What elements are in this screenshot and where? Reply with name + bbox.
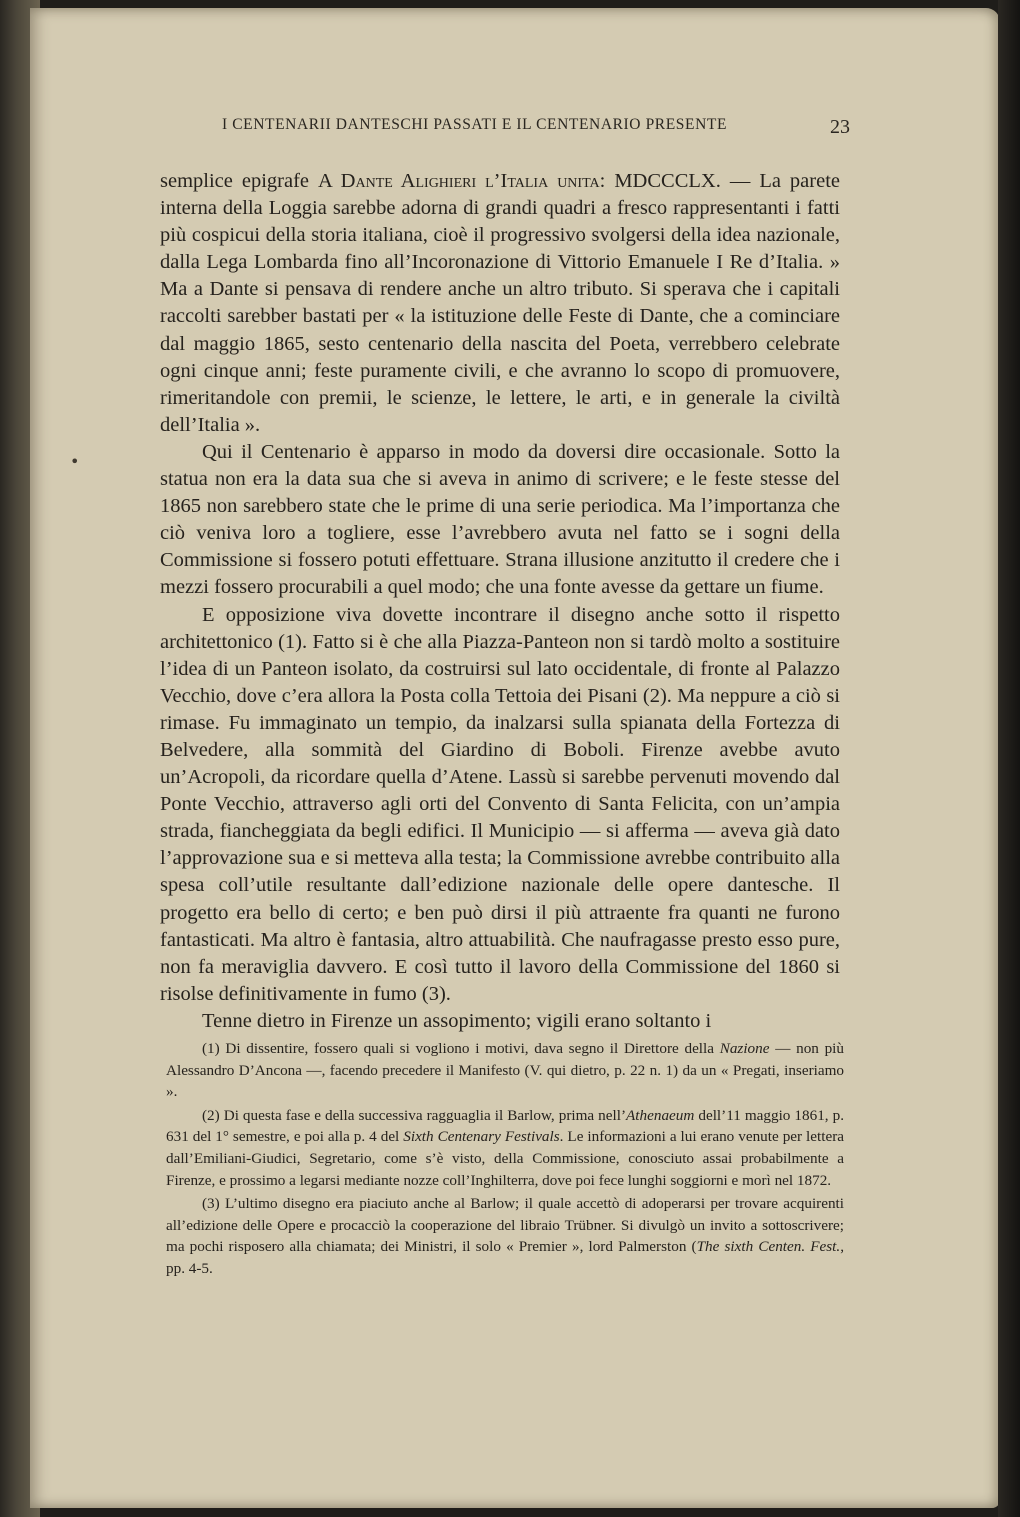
footnote-2-italic: Athenaeum	[626, 1106, 695, 1124]
body-text	[160, 168, 840, 1035]
footnote-3	[166, 1193, 844, 1279]
footnote-2-italic: Sixth Centenary Festivals	[403, 1128, 560, 1146]
footnotes	[166, 1038, 844, 1282]
page-edge-shadow	[998, 0, 1020, 1517]
page-number: 23	[830, 116, 850, 138]
paragraph-1-rest: : MDCCCLX. — La parete interna della Loggia sarebbe adorna di grandi quadri a fresco rappresentanti i fatti più cospicui della storia italiana, cioè il progressivo svolgersi della idea nazionale, dalla Lega Lombarda fino all’Incoronazione di Vittorio Emanuele I Re d’Italia. » Ma a Dante si pensava di rendere anche un altro tributo. Si sperava che i capitali raccolti sarebber bastati per « la istituzione delle Feste di Dante, che a cominciare dal maggio 1865, sesto centenario della nascita del Poeta, verrebbero celebrate ogni cinque anni; feste puramente civili, e che avranno lo scopo di promuovere, rimeritandole con premii, le scienze, le lettere, le arti, e in generale la civiltà dell’Italia ».	[160, 170, 841, 436]
footnote-1-italic: Nazione	[719, 1040, 770, 1057]
paragraph-2: Qui il Centenario è apparso in modo da doversi dire occasionale. Sotto la statua non era la data sua che si aveva in animo di scrivere; e le feste stesse del 1865 non sarebbero state che le prime di una serie periodica. Ma l’importanza che ciò veniva loro a togliere, esse l’avrebbero avuta nel fatto se i sogni della Commissione si fossero potuti effettuare. Strana illusione anzitutto il credere che i mezzi fossero procurabili a quel modo; che una fonte avesse da gettare un fiume.	[160, 440, 840, 599]
footnote-1	[166, 1038, 844, 1103]
footnote-3-text: (3) L’ultimo disegno era piaciuto anche al Barlow; il quale accettò di adoperarsi per trovare acquirenti all’edizione delle Opere e procacciò la cooperazione del libraio Trübner. Si divulgò un invito a sottoscrivere; ma pochi risposero alla chiamata; dei Ministri, il solo « Premier », lord Palmerston (	[166, 1195, 844, 1256]
footnote-2-text: (2) Di questa fase e della successiva ragguaglia il Barlow, prima nell’	[202, 1106, 627, 1124]
epigraph-small-caps: A Dante Alighieri l’Italia unita	[318, 170, 600, 192]
paragraph-1-lead: semplice epigrafe	[160, 170, 319, 192]
ink-speck: •	[70, 452, 80, 471]
footnote-1-text: — non più Alessandro D’Ancona —, facendo precedere il Manifesto (V. qui dietro, p. 22 n. 1) da un « Pregati, inseriamo ».	[166, 1040, 844, 1101]
footnote-3-text: , pp. 4-5.	[166, 1238, 844, 1277]
footnote-2-text: dell’11 maggio 1861, p. 631 del 1° semestre, e poi alla p. 4 del	[166, 1106, 844, 1146]
footnote-2	[166, 1105, 844, 1191]
paragraph-1	[160, 168, 840, 439]
running-head: I CENTENARII DANTESCHI PASSATI E IL CENTENARIO PRESENTE	[222, 116, 728, 133]
paragraph-3: E opposizione viva dovette incontrare il disegno anche sotto il rispetto architettonico (1). Fatto si è che alla Piazza-Panteon non si tardò molto a sostituire l’idea di un Panteon isolato, da costruirsi sul lato occidentale, di fronte al Palazzo Vecchio, dove c’era allora la Posta colla Tettoia dei Pisani (2). Ma neppure a ciò si rimase. Fu immaginato un tempio, da inalzarsi sulla spianata della Fortezza di Belvedere, alla sommità del Giardino di Boboli. Firenze avebbe avuto un’Acropoli, da ricordare quella d’Atene. Lassù si sarebbe pervenuti movendo dal Ponte Vecchio, attraverso agli orti del Convento di Santa Felicita, con un’ampia strada, fiancheggiata da begli edifici. Il Municipio — si afferma — aveva già dato l’approvazione sua e si metteva alla testa; la Commissione avrebbe contribuito alla spesa coll’utile resultante dall’edizione nazionale delle opere dantesche. Il progetto era bello di certo; e ben può dirsi il più attraente fra quanti ne furono fantasticati. Ma altro è fantasia, altro attuabilità. Che naufragasse presto esso pure, non fa meraviglia davvero. E così tutto il lavoro della Commissione del 1860 si risolse definitivamente in fumo (3).	[160, 603, 840, 1005]
footnote-1-text: (1) Di dissentire, fossero quali si vogliono i motivi, dava segno il Direttore della	[202, 1040, 720, 1057]
footnote-3-italic: The sixth Centen. Fest.	[696, 1238, 841, 1256]
paragraph-4: Tenne dietro in Firenze un assopimento; vigili erano soltanto i	[202, 1009, 712, 1032]
footnote-2-text: . Le informazioni a lui erano venute per lettera dall’Emiliani-Giudici, Segretario, come s’è visto, della Commissione, conosciuto assai probabilmente a Firenze, e prossimo a legarsi mediante nozze coll’Inghilterra, dove poi fece lunghi soggiorni e morì nel 1872.	[166, 1128, 844, 1189]
